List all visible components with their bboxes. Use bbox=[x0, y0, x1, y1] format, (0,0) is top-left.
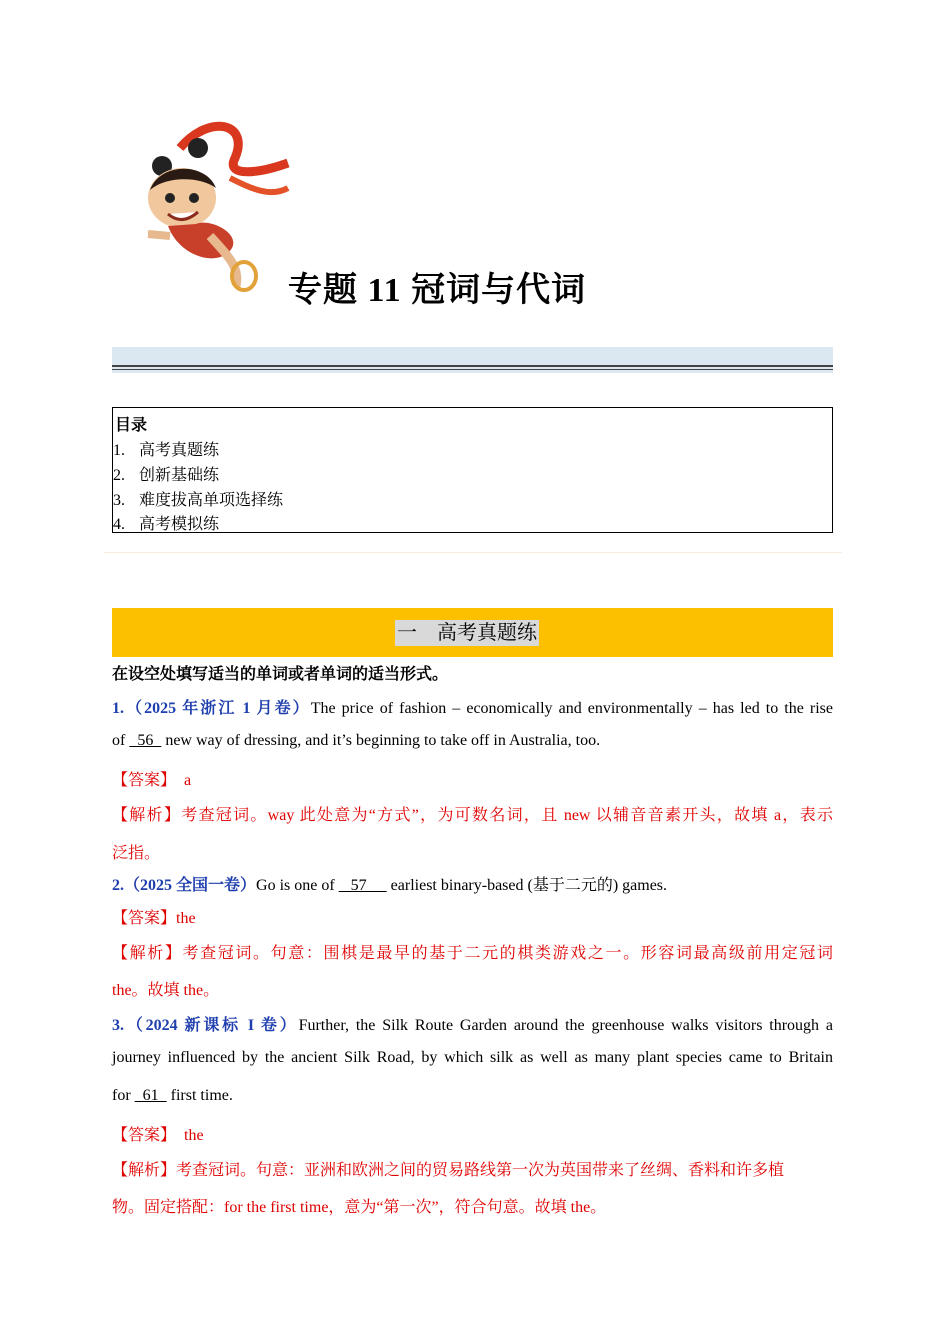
page-title: 专题 11 冠词与代词 bbox=[288, 272, 587, 309]
question-source: （2025 全国一卷） bbox=[124, 877, 257, 894]
toc-item[interactable] bbox=[113, 437, 219, 460]
analysis-line-1 bbox=[112, 802, 833, 825]
analysis-label: 【解析】 bbox=[112, 945, 183, 962]
question-source: （2025 年浙江 1 月卷） bbox=[124, 700, 311, 717]
question-1-line-2 bbox=[112, 732, 833, 750]
question-3-line-3 bbox=[112, 1087, 833, 1105]
question-text: for bbox=[112, 1087, 135, 1104]
question-text: Go is one of bbox=[256, 877, 339, 894]
answer-blank: 57 bbox=[338, 877, 387, 894]
toc-item-number: 3. bbox=[113, 492, 125, 509]
answer-label: 【答案】 bbox=[112, 772, 177, 789]
analysis-label: 【解析】 bbox=[112, 1162, 177, 1179]
question-3-line-1 bbox=[112, 1012, 833, 1035]
toc-item-number: 2. bbox=[113, 467, 125, 484]
toc-item-number: 1. bbox=[113, 442, 125, 459]
analysis-label: 【解析】 bbox=[112, 807, 182, 824]
analysis-line-2: 泛指。 bbox=[112, 845, 161, 862]
answer-label: 【答案】 bbox=[112, 910, 177, 927]
table-of-contents bbox=[112, 407, 833, 533]
instruction: 在设空处填写适当的单词或者单词的适当形式。 bbox=[112, 666, 449, 683]
question-number: 1. bbox=[112, 700, 124, 717]
answer-blank: 61 bbox=[134, 1087, 167, 1104]
toc-item-label: 高考模拟练 bbox=[139, 516, 220, 533]
answer-line bbox=[112, 905, 833, 928]
section-title: 一 高考真题练 bbox=[397, 622, 537, 644]
analysis-text: 考查冠词。句意：围棋是最早的基于二元的棋类游戏之一。形容词最高级前用定冠词 bbox=[182, 945, 833, 962]
question-3-line-2: journey influenced by the ancient Silk Road, by which silk as well as many plant species came to Britain bbox=[112, 1049, 833, 1066]
answer-label: 【答案】 bbox=[112, 1127, 177, 1144]
analysis-line-2: 物。固定搭配：for the first time，意为“第一次”，符合句意。故填 the。 bbox=[112, 1199, 607, 1216]
answer-value: the bbox=[176, 910, 196, 927]
toc-item-number: 4. bbox=[113, 516, 125, 533]
toc-heading: 目录 bbox=[115, 417, 148, 434]
mascot-illustration bbox=[140, 118, 290, 303]
question-2-line-1 bbox=[112, 872, 833, 895]
toc-item-label: 高考真题练 bbox=[139, 442, 220, 459]
answer-blank: 56 bbox=[129, 732, 162, 749]
question-text: first time. bbox=[166, 1087, 233, 1104]
answer-value: the bbox=[176, 1127, 204, 1144]
analysis-line-1 bbox=[112, 940, 833, 963]
toc-item[interactable] bbox=[113, 511, 219, 534]
question-1-line-1 bbox=[112, 695, 833, 718]
question-number: 3. bbox=[112, 1017, 124, 1034]
question-text: Further, the Silk Route Garden around the greenhouse walks visitors through a bbox=[298, 1017, 833, 1034]
analysis-line-1 bbox=[112, 1157, 833, 1180]
analysis-text: 考查冠词。way 此处意为“方式”，为可数名词，且 new 以辅音音素开头，故填 a，表示 bbox=[181, 807, 833, 824]
divider bbox=[104, 552, 842, 553]
section-header bbox=[112, 608, 833, 657]
question-source: （2024 新课标 I 卷） bbox=[124, 1017, 299, 1034]
question-text: of bbox=[112, 732, 130, 749]
question-text: new way of dressing, and it’s beginning to take off in Australia, too. bbox=[161, 732, 601, 749]
analysis-text: 考查冠词。句意：亚洲和欧洲之间的贸易路线第一次为英国带来了丝绸、香料和许多植 bbox=[176, 1162, 785, 1179]
toc-item[interactable] bbox=[113, 487, 283, 510]
answer-line bbox=[112, 1122, 833, 1145]
question-text: The price of fashion – economically and environmentally – has led to the rise bbox=[310, 700, 833, 717]
analysis-line-2: the。故填 the。 bbox=[112, 982, 220, 999]
toc-item-label: 创新基础练 bbox=[139, 467, 220, 484]
question-text: earliest binary-based (基于二元的) games. bbox=[386, 877, 668, 894]
answer-value: a bbox=[176, 772, 192, 789]
answer-line bbox=[112, 767, 833, 790]
toc-item[interactable] bbox=[113, 462, 219, 485]
toc-item-label: 难度拔高单项选择练 bbox=[139, 492, 284, 509]
title-divider bbox=[112, 347, 833, 373]
question-number: 2. bbox=[112, 877, 124, 894]
